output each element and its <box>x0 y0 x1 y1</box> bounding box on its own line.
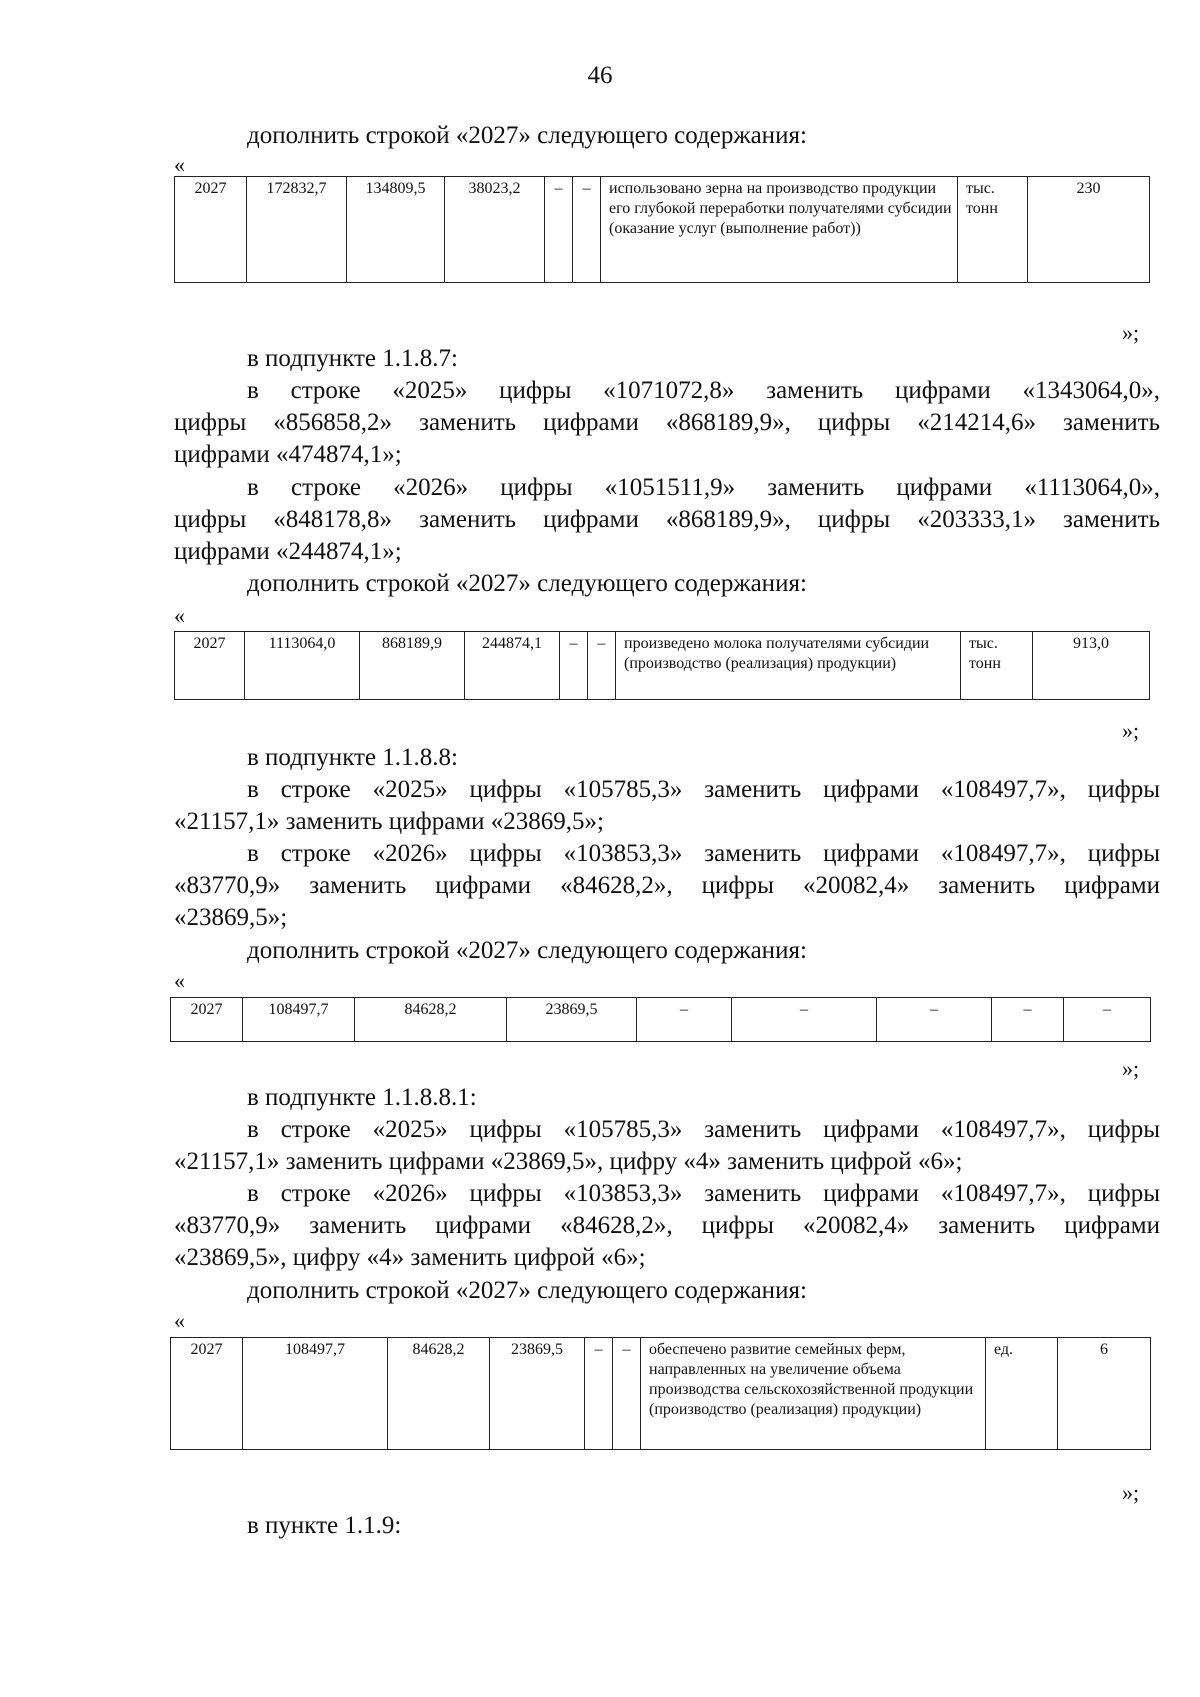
table-row <box>171 998 1151 1042</box>
amendment-table-4 <box>170 1337 1151 1450</box>
paragraph-line: в строке «2026» цифры «103853,3» заменить цифрами «108497,7», цифры <box>247 1180 1160 1207</box>
cell-total: 108497,7 <box>243 998 355 1042</box>
cell-dash: – <box>573 177 601 283</box>
paragraph-line: в строке «2026» цифры «103853,3» заменить цифрами «108497,7», цифры <box>247 840 1160 867</box>
paragraph-line: «21157,1» заменить цифрами «23869,5»; <box>174 808 604 835</box>
paragraph-line: в строке «2026» цифры «1051511,9» заменить цифрами «1113064,0», <box>247 474 1160 501</box>
table-row <box>175 177 1150 283</box>
cell-regional: 23869,5 <box>507 998 637 1042</box>
paragraph-line: «21157,1» заменить цифрами «23869,5», цифру «4» заменить цифрой «6»; <box>174 1148 963 1175</box>
cell-value: 913,0 <box>1033 632 1150 700</box>
paragraph-line: «83770,9» заменить цифрами «84628,2», цифры «20082,4» заменить цифрами <box>174 872 1160 899</box>
cell-regional: 23869,5 <box>490 1338 585 1450</box>
section-heading: в пункте 1.1.9: <box>247 1512 402 1539</box>
cell-year: 2027 <box>171 998 243 1042</box>
open-quote: « <box>174 152 185 177</box>
cell-dash: – <box>613 1338 641 1450</box>
paragraph-line: цифрами «244874,1»; <box>174 538 402 565</box>
cell-unit: ед. <box>986 1338 1058 1450</box>
cell-regional: 38023,2 <box>445 177 545 283</box>
cell-value: 6 <box>1058 1338 1151 1450</box>
intro-line: дополнить строкой «2027» следующего содержания: <box>247 937 807 964</box>
close-quote: »; <box>1122 320 1140 345</box>
paragraph-line: цифрами «474874,1»; <box>174 441 402 468</box>
close-quote: »; <box>1122 1056 1140 1081</box>
cell-federal: 134809,5 <box>347 177 445 283</box>
cell-dash: – <box>545 177 573 283</box>
cell-value: 230 <box>1028 177 1150 283</box>
section-heading: в подпункте 1.1.8.7: <box>247 345 458 372</box>
page-number: 46 <box>587 62 613 89</box>
cell-dash: – <box>1064 998 1151 1042</box>
paragraph-line: «23869,5», цифру «4» заменить цифрой «6»; <box>174 1244 646 1271</box>
cell-federal: 84628,2 <box>355 998 507 1042</box>
cell-year: 2027 <box>175 177 247 283</box>
cell-year: 2027 <box>171 1338 243 1450</box>
cell-federal: 868189,9 <box>360 632 465 700</box>
amendment-table-2 <box>174 631 1150 700</box>
table-row <box>171 1338 1151 1450</box>
cell-unit: тыс. тонн <box>961 632 1033 700</box>
cell-dash: – <box>560 632 588 700</box>
paragraph-line: в строке «2025» цифры «1071072,8» заменить цифрами «1343064,0», <box>247 377 1160 404</box>
open-quote: « <box>174 1308 185 1333</box>
cell-dash: – <box>637 998 732 1042</box>
section-heading: в подпункте 1.1.8.8.1: <box>247 1084 477 1111</box>
intro-line: дополнить строкой «2027» следующего содержания: <box>247 122 807 149</box>
open-quote: « <box>174 968 185 993</box>
amendment-table-1 <box>174 176 1150 283</box>
intro-line: дополнить строкой «2027» следующего содержания: <box>247 570 807 597</box>
paragraph-line: «23869,5»; <box>174 904 288 931</box>
close-quote: »; <box>1122 718 1140 743</box>
cell-total: 108497,7 <box>243 1338 388 1450</box>
cell-dash: – <box>588 632 616 700</box>
cell-regional: 244874,1 <box>465 632 560 700</box>
cell-dash: – <box>992 998 1064 1042</box>
paragraph-line: цифры «848178,8» заменить цифрами «868189,9», цифры «203333,1» заменить <box>174 506 1160 533</box>
paragraph-line: цифры «856858,2» заменить цифрами «868189,9», цифры «214214,6» заменить <box>174 409 1160 436</box>
cell-indicator: обеспечено развитие семейных ферм, направленных на увеличение объема производства сельскохозяйственной продукции (производство (реализация) продукции) <box>641 1338 986 1450</box>
intro-line: дополнить строкой «2027» следующего содержания: <box>247 1277 807 1304</box>
table-row <box>175 632 1150 700</box>
paragraph-line: «83770,9» заменить цифрами «84628,2», цифры «20082,4» заменить цифрами <box>174 1212 1160 1239</box>
cell-dash: – <box>585 1338 613 1450</box>
close-quote: »; <box>1122 1480 1140 1505</box>
open-quote: « <box>174 603 185 628</box>
cell-year: 2027 <box>175 632 245 700</box>
cell-total: 1113064,0 <box>245 632 360 700</box>
paragraph-line: в строке «2025» цифры «105785,3» заменить цифрами «108497,7», цифры <box>247 776 1160 803</box>
cell-indicator: использовано зерна на производство продукции его глубокой переработки получателями субсидии (оказание услуг (выполнение работ)) <box>601 177 958 283</box>
cell-dash: – <box>732 998 877 1042</box>
cell-unit: тыс. тонн <box>958 177 1028 283</box>
cell-total: 172832,7 <box>247 177 347 283</box>
cell-federal: 84628,2 <box>388 1338 490 1450</box>
cell-indicator: произведено молока получателями субсидии (производство (реализация) продукции) <box>616 632 961 700</box>
paragraph-line: в строке «2025» цифры «105785,3» заменить цифрами «108497,7», цифры <box>247 1116 1160 1143</box>
cell-dash: – <box>877 998 992 1042</box>
amendment-table-3 <box>170 997 1151 1042</box>
section-heading: в подпункте 1.1.8.8: <box>247 744 458 771</box>
